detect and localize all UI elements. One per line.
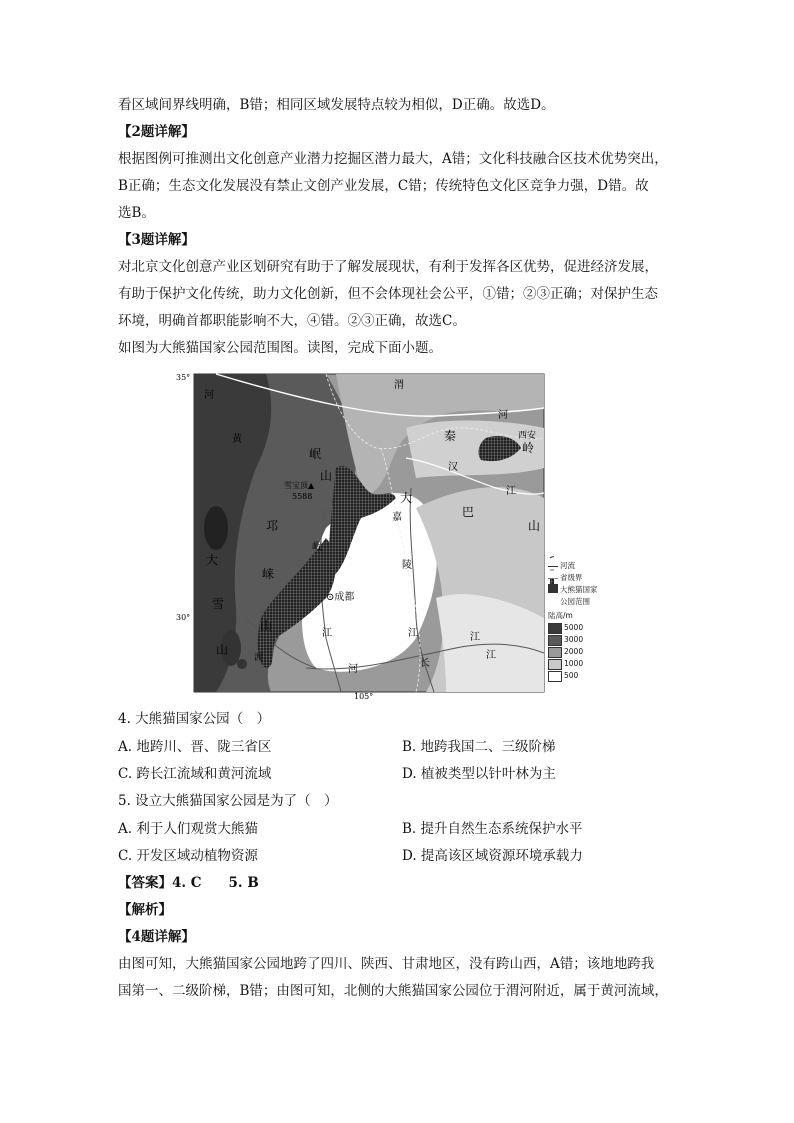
map-label: 山 (528, 519, 541, 533)
map-label: 西安 (518, 431, 537, 441)
map-label: 秦 (444, 429, 457, 443)
text-line: 根据图例可推测出文化创意产业潜力挖掘区潜力最大，A错；文化科技融合区技术优势突出， (118, 151, 668, 167)
text-line: 看区域间界线明确，B错；相同区域发展特点较为相似，D正确。故选D。 (118, 97, 555, 113)
section-heading: 【4题详解】 (118, 929, 195, 945)
map-label: 大 (206, 553, 219, 567)
q5-option-c[interactable]: C. 开发区域动植物资源 (118, 848, 258, 864)
text-line: 由图可知，大熊猫国家公园地跨了四川、陕西、甘肃地区，没有跨山西，A错；该地地跨我 (118, 956, 655, 972)
map-label: 陵 (402, 560, 412, 571)
river-legend-icon (548, 566, 558, 567)
map-label: 长 (420, 658, 430, 669)
text-line: 对北京文化创意产业区划研究有助于了解发展现状，有利于发挥各区优势，促进经济发展， (118, 259, 658, 275)
map-label: 岭 (522, 441, 535, 455)
map-label: 江 (486, 650, 496, 661)
map-label: 江 (322, 628, 332, 639)
park-legend-icon (548, 584, 558, 593)
section-heading: 【2题详解】 (118, 124, 195, 140)
question-5-stem: 5. 设立大熊猫国家公园是为了（ ） (118, 793, 338, 809)
map-label: 汉 (448, 462, 458, 473)
map-label: 巴 (462, 505, 475, 519)
map-label: 岷 (312, 542, 322, 553)
map-label: 雪宝顶▲ (284, 481, 315, 490)
map-label: 5588 (292, 492, 313, 501)
map-label: 江 (506, 486, 516, 497)
q4-option-d[interactable]: D. 植被类型以针叶林为主 (402, 766, 556, 782)
section-heading: 【3题详解】 (118, 232, 195, 248)
text-line: 有助于保护文化传统，助力文化创新，但不会体现社会公平，①错；②③正确；对保护生态 (118, 286, 658, 302)
map-label: 山 (320, 469, 333, 483)
map-label: 崃 (262, 567, 275, 581)
map-label: 黄 (232, 434, 242, 445)
map-label: 山 (216, 643, 229, 657)
text-line: 选B。 (118, 205, 155, 221)
map-label: 嘉 (392, 512, 402, 523)
analysis-heading: 【解析】 (118, 902, 172, 918)
lat-30-label: 30° (176, 613, 191, 622)
map-label: 河 (348, 664, 358, 675)
legend-text: 河流 省级界 大熊猫国家 公园范围 陆高/m 5000 3000 2000 1000 500 (548, 561, 598, 680)
text-line: 如图为大熊猫国家公园范围图。读图，完成下面小题。 (118, 340, 442, 356)
border-legend-icon (548, 578, 558, 579)
q4-option-b[interactable]: B. 地跨我国二、三级阶梯 (402, 739, 556, 755)
q4-option-c[interactable]: C. 跨长江流域和黄河流域 (118, 766, 272, 782)
map-label: 河 (204, 390, 214, 401)
lon-105-label: 105° (354, 692, 374, 700)
q5-option-d[interactable]: D. 提高该区域资源环境承载力 (402, 848, 583, 864)
chengdu-label: ⊙成都 (326, 592, 355, 603)
text-line: B正确；生态文化发展没有禁止文创产业发展，C错；传统特色文化区竞争力强，D错。故 (118, 178, 649, 194)
lat-35-label: 35° (176, 373, 191, 382)
map-label: 渡 (254, 653, 264, 663)
panda-park-map (176, 368, 554, 700)
text-line: 国第一、二级阶梯，B错；由图可知，北侧的大熊猫国家公园位于渭河附近，属于黄河流域， (118, 983, 668, 999)
map-label: 邛 (266, 519, 279, 533)
map-label: 大 (400, 491, 413, 505)
map-label: 渭 (394, 380, 404, 391)
map-label: 江 (408, 628, 418, 639)
map-label: 雪 (212, 597, 225, 611)
map-label: 江 (470, 632, 480, 643)
q5-option-a[interactable]: A. 利于人们观赏大熊猫 (118, 821, 258, 837)
map-label: 岷 (309, 447, 322, 461)
question-4-stem: 4. 大熊猫国家公园（ ） (118, 711, 271, 727)
q5-option-b[interactable]: B. 提升自然生态系统保护水平 (402, 821, 583, 837)
map-label: 山 (260, 619, 273, 633)
text-line: 环境，明确首都职能影响不大，④错。②③正确，故选C。 (118, 313, 466, 329)
q4-option-a[interactable]: A. 地跨川、晋、陇三省区 (118, 739, 272, 755)
answer-line: 【答案】4. C 5. B (118, 875, 259, 891)
map-label: 河 (498, 410, 508, 421)
